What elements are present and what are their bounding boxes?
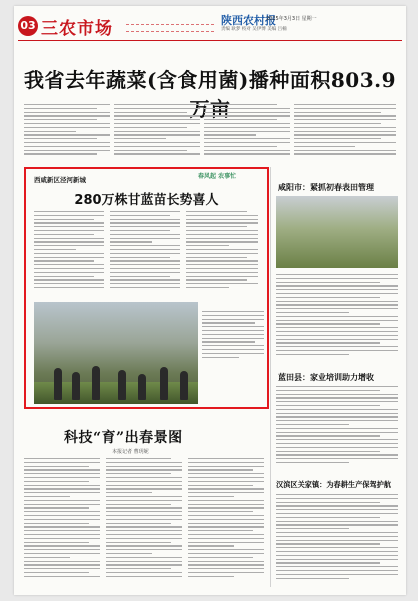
masthead: [14, 6, 406, 46]
lead-headline: 我省去年蔬菜(含食用菌)播种面积803.9万: [23, 68, 397, 121]
right-story-1-title: 咸阳市：紧抓初春表田管理: [278, 183, 374, 192]
masthead-divider: [126, 24, 214, 32]
feature-column-3: [186, 211, 258, 299]
right-story-1-body: [276, 274, 398, 366]
feature-kicker: 西咸新区泾河新城: [34, 176, 86, 184]
page-number-badge: 03: [18, 16, 38, 36]
masthead-rule: [18, 40, 402, 41]
column-divider: [270, 167, 271, 587]
feature-tag: 春风起 农事忙: [198, 173, 237, 180]
right-story-3-title: 汉滨区关家镇：为春耕生产保驾护航: [276, 480, 392, 489]
right-story-2-title: 蓝田县：家业培训助力增收: [278, 373, 374, 382]
feature-photo-caption: [202, 311, 264, 360]
paper-name: 陕西农村报: [221, 14, 276, 27]
feature-photo: [34, 302, 198, 404]
lead-column-4: [294, 104, 396, 164]
second-column-2: [106, 458, 182, 588]
second-column-1: [24, 458, 100, 588]
right-story-3-body: [276, 494, 398, 590]
right-story-2-body: [276, 386, 398, 474]
newspaper-page: [14, 6, 406, 595]
feature-column-1: [34, 211, 104, 299]
lead-column-2: [114, 104, 200, 164]
second-byline: 本报记者 曹玥妮: [112, 449, 149, 455]
featured-article-box: [24, 167, 269, 409]
feature-title: 280万株甘蓝苗长势喜人: [74, 193, 219, 208]
editor-credits: 责编 耿梦 校对 吴伊博 美编 吕楠: [221, 27, 287, 32]
feature-column-2: [110, 211, 180, 299]
second-headline: 科技“育”出春景图: [64, 430, 183, 446]
lead-column-1: [24, 104, 110, 164]
second-column-3: [188, 458, 264, 588]
right-story-1-photo: [276, 196, 398, 268]
issue-date: 2025年3月3日 星期一: [266, 16, 317, 22]
lead-column-3: [204, 104, 290, 164]
section-title: 三农市场: [41, 19, 113, 39]
